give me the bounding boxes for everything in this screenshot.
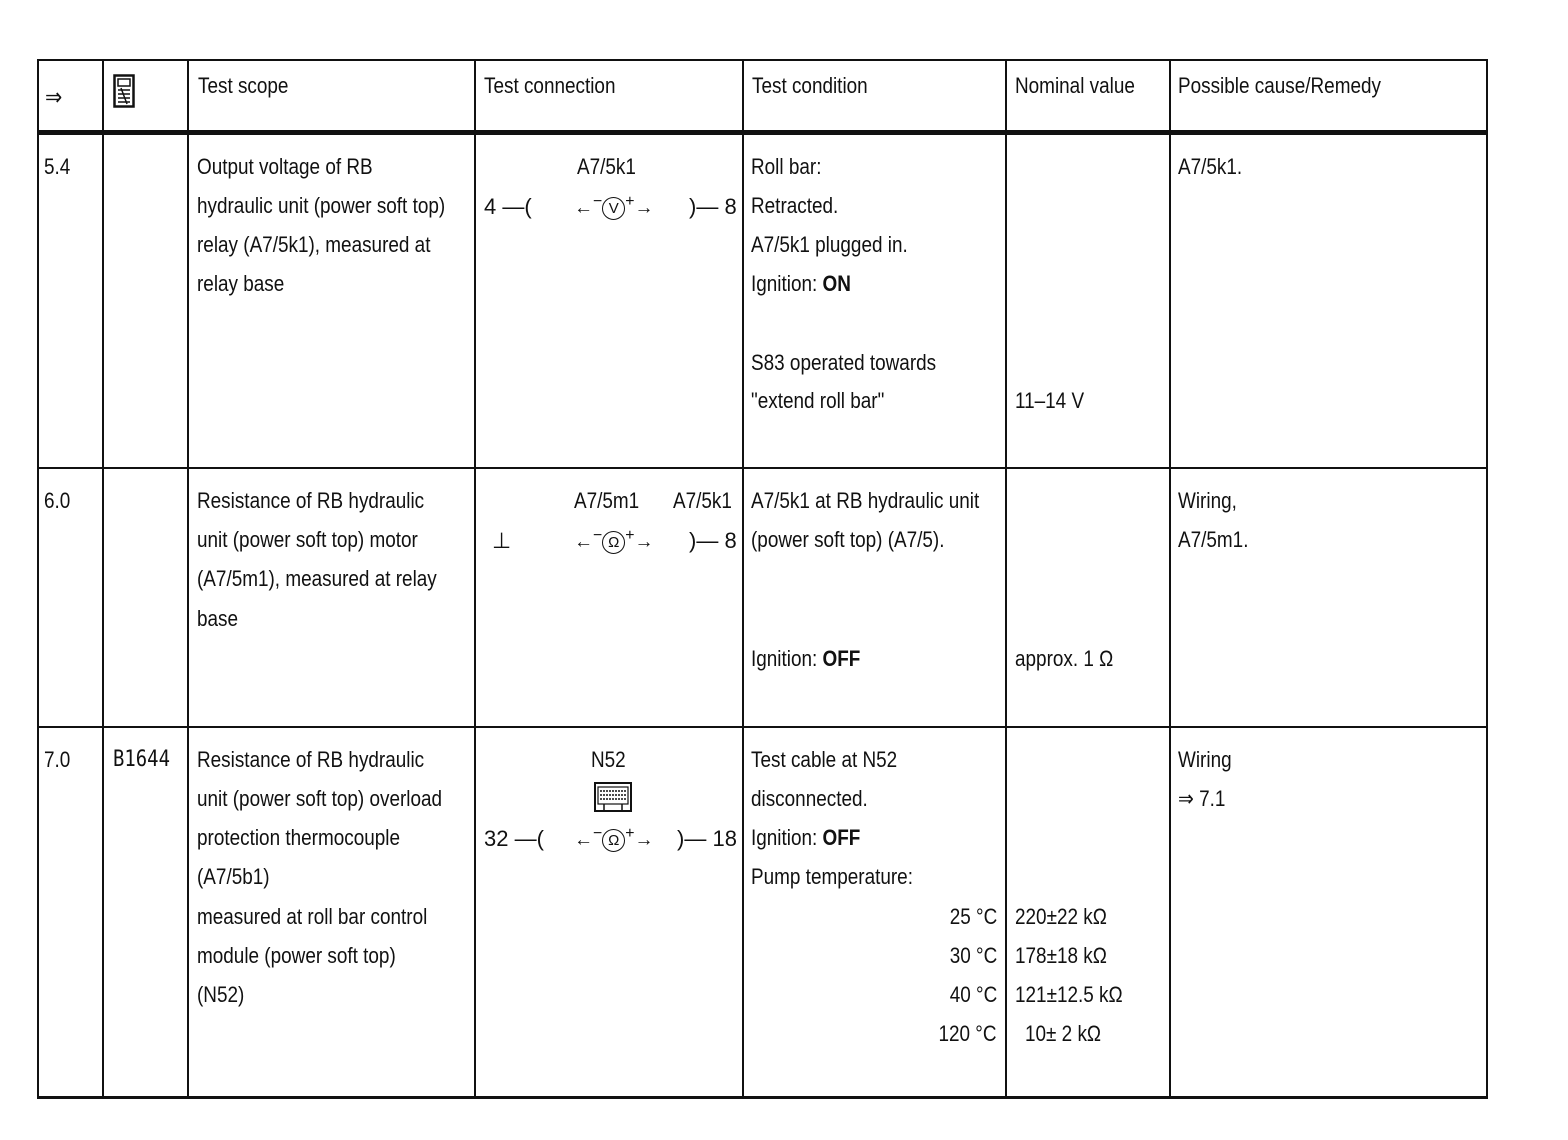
step-number: 6.0	[44, 488, 71, 513]
table-top-border	[37, 59, 1488, 61]
condition-ignition: Ignition: OFF	[751, 646, 861, 671]
scope-line: Resistance of RB hydraulic	[197, 488, 425, 513]
scope-line: relay base	[197, 271, 285, 296]
connection-pin-left: 4 —(	[484, 194, 532, 219]
nominal-value: 11–14 V	[1015, 388, 1085, 413]
header-test-condition: Test condition	[752, 73, 868, 98]
connection-pin-right: )— 8	[689, 528, 737, 553]
scope-line: Resistance of RB hydraulic	[197, 747, 425, 772]
header-test-scope: Test scope	[198, 73, 289, 98]
header-nominal-value: Nominal value	[1015, 73, 1135, 98]
remedy-link[interactable]: ⇒ 7.1	[1178, 786, 1226, 811]
header-test-connection: Test connection	[484, 73, 616, 98]
condition-line: A7/5k1 at RB hydraulic unit	[751, 488, 980, 513]
nominal-value: 220±22 kΩ	[1015, 904, 1107, 929]
header-arrow: ⇒	[45, 84, 63, 111]
scope-line: measured at roll bar control	[197, 904, 428, 929]
scope-line: unit (power soft top) overload	[197, 786, 443, 811]
scope-line: (A7/5m1), measured at relay	[197, 566, 437, 591]
column-divider	[1005, 59, 1007, 1099]
scope-line: relay (A7/5k1), measured at	[197, 232, 431, 257]
scope-line: module (power soft top)	[197, 943, 396, 968]
condition-ignition: Ignition: ON	[751, 271, 851, 296]
column-divider	[742, 59, 744, 1099]
condition-ignition: Ignition: OFF	[751, 825, 861, 850]
scope-line: hydraulic unit (power soft top)	[197, 193, 446, 218]
pump-temperature: 120 °C	[938, 1021, 997, 1046]
nominal-value: 121±12.5 kΩ	[1015, 982, 1123, 1007]
row-divider	[37, 726, 1488, 728]
fault-code: B1644	[113, 747, 170, 772]
ground-symbol: ⊥	[492, 528, 512, 553]
column-divider	[102, 59, 104, 1099]
test-cable-connector-icon	[594, 782, 632, 817]
scope-line: base	[197, 606, 239, 631]
connection-label: N52	[591, 747, 626, 772]
column-divider	[1169, 59, 1171, 1099]
connection-pin-right: )— 8	[689, 194, 737, 219]
nominal-value: approx. 1 Ω	[1015, 646, 1114, 671]
condition-line: (power soft top) (A7/5).	[751, 527, 945, 552]
scope-line: Output voltage of RB	[197, 154, 373, 179]
connection-pin-right: )— 18	[677, 826, 737, 851]
step-number: 5.4	[44, 154, 71, 179]
remedy-line: Wiring	[1178, 747, 1232, 772]
pump-temperature: 40 °C	[949, 982, 997, 1007]
voltmeter-symbol: ←− V +→	[574, 193, 654, 219]
connection-label: A7/5k1	[577, 154, 636, 179]
connection-label: A7/5m1	[574, 488, 640, 513]
condition-line: "extend roll bar"	[751, 388, 885, 413]
connection-label: A7/5k1	[673, 488, 732, 513]
condition-line: Pump temperature:	[751, 864, 913, 889]
ohmmeter-symbol: ←− Ω +→	[574, 825, 654, 851]
scope-line: (N52)	[197, 982, 245, 1007]
column-divider	[187, 59, 189, 1099]
condition-line: A7/5k1 plugged in.	[751, 232, 908, 257]
condition-line: disconnected.	[751, 786, 868, 811]
column-divider	[474, 59, 476, 1099]
tester-icon	[113, 74, 135, 113]
nominal-value: 10± 2 kΩ	[1025, 1021, 1102, 1046]
condition-line: Roll bar:	[751, 154, 822, 179]
remedy-line: Wiring,	[1178, 488, 1237, 513]
nominal-value: 178±18 kΩ	[1015, 943, 1107, 968]
scope-line: (A7/5b1)	[197, 864, 270, 889]
condition-line: S83 operated towards	[751, 350, 937, 375]
table-bottom-border	[37, 1096, 1488, 1099]
ohmmeter-symbol: ←− Ω +→	[574, 527, 654, 553]
column-divider	[37, 59, 39, 1099]
test-table	[37, 59, 1488, 1099]
connection-pin-left: 32 —(	[484, 826, 544, 851]
condition-line: Test cable at N52	[751, 747, 898, 772]
remedy-line: A7/5m1.	[1178, 527, 1249, 552]
step-number: 7.0	[44, 747, 71, 772]
scope-line: unit (power soft top) motor	[197, 527, 418, 552]
header-divider	[37, 130, 1488, 135]
column-divider	[1486, 59, 1488, 1099]
scope-line: protection thermocouple	[197, 825, 400, 850]
pump-temperature: 25 °C	[949, 904, 997, 929]
row-divider	[37, 467, 1488, 469]
header-possible-cause: Possible cause/Remedy	[1178, 73, 1381, 98]
condition-line: Retracted.	[751, 193, 839, 218]
remedy-line: A7/5k1.	[1178, 154, 1243, 179]
pump-temperature: 30 °C	[949, 943, 997, 968]
